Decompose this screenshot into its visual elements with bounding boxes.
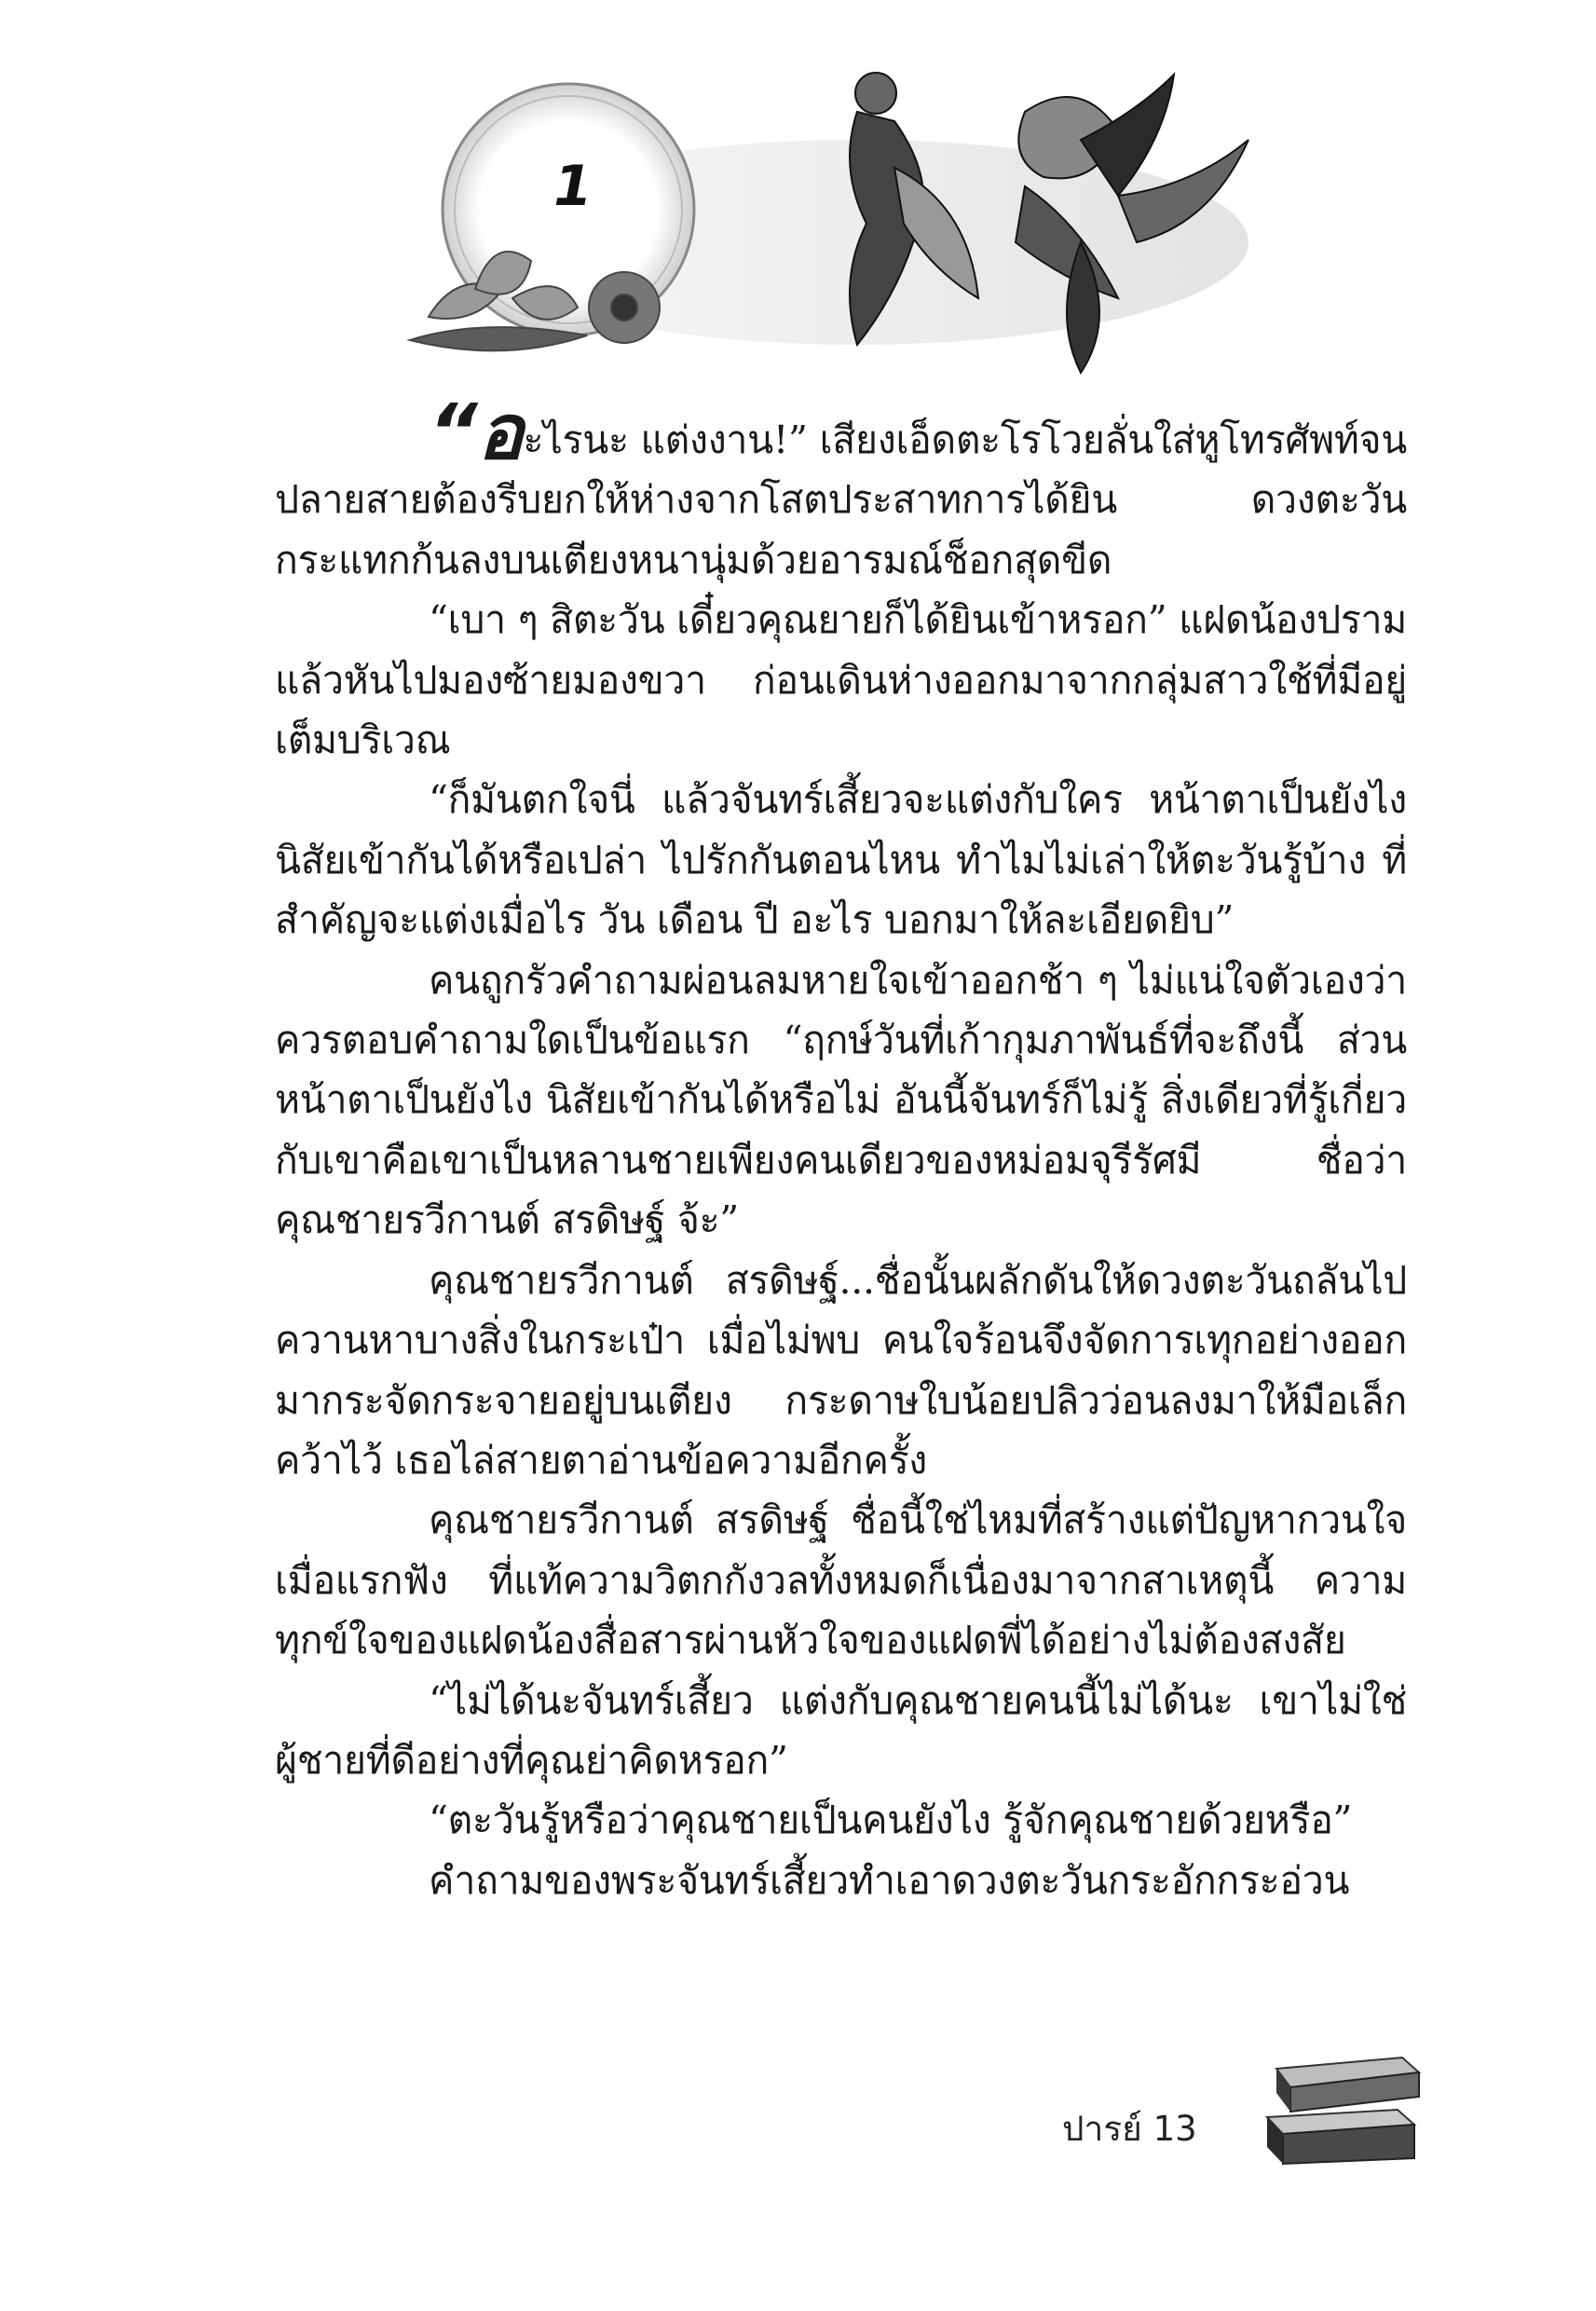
footer-author-page-number: ปารย์ 13	[1062, 2109, 1197, 2149]
paragraph: คุณชายรวีกานต์ สรดิษฐ์...ชื่อนั้นผลักดันให้ดวงตะวันถลันไปควานหาบางสิ่งในกระเป๋า เมื่อไม่พบ คนใจร้อนจึงจัดการเทุกอย่างออกมากระจัดกระจายอยู่บนเตียง กระดาษใบน้อยปลิวว่อนลงมาให้มือเล็กคว้าไว้ เธอไล่สายตาอ่านข้อความอีกครั้ง	[275, 1257, 1407, 1483]
paragraph: “เบา ๆ สิตะวัน เดี๋ยวคุณยายก็ได้ยินเข้าหรอก” แฝดน้องปรามแล้วหันไปมองซ้ายมองขวา ก่อนเดินห่างออกมาจากกลุ่มสาวใช้ที่มีอยู่เต็มบริเวณ	[275, 597, 1407, 763]
paragraph: คนถูกรัวคำถามผ่อนลมหายใจเข้าออกช้า ๆ ไม่แน่ใจตัวเองว่าควรตอบคำถามใดเป็นข้อแรก “ฤกษ์วันที่เก้ากุมภาพันธ์ที่จะถึงนี้ ส่วนหน้าตาเป็นยังไง นิสัยเข้ากันได้หรือไม่ อันนี้จันทร์ก็ไม่รู้ สิ่งเดียวที่รู้เกี่ยวกับเขาคือเขาเป็นหลานชายเพียงคนเดียวของหม่อมจุรีรัศมี ชื่อว่าคุณชายรวีกานต์ สรดิษฐ์ จ้ะ”	[275, 957, 1407, 1243]
paragraph: คำถามของพระจันทร์เสี้ยวทำเอาดวงตะวันกระอักกระอ่วน	[429, 1857, 1350, 1903]
paragraph: คุณชายรวีกานต์ สรดิษฐ์ ชื่อนี้ใช่ไหมที่สร้างแต่ปัญหากวนใจเมื่อแรกฟัง ที่แท้ความวิตกกังวลทั้งหมดก็เนื่องมาจากสาเหตุนี้ ความทุกข์ใจของแฝดน้องสื่อสารผ่านหัวใจของแฝดพี่ได้อย่างไม่ต้องสงสัย	[275, 1497, 1407, 1663]
drop-cap: “อ	[429, 389, 524, 477]
paragraph-text: ะไรนะ แต่งงาน!” เสียงเอ็ดตะโรโวยลั่นใส่หูโทรศัพท์จนปลายสายต้องรีบยกให้ห่างจากโสตประสาทการได้ยิน ดวงตะวันกระแทกก้นลงบนเตียงหนานุ่มด้วยอารมณ์ช็อกสุดขีด	[275, 417, 1407, 582]
paragraph: “ก็มันตกใจนี่ แล้วจันทร์เสี้ยวจะแต่งกับใคร หน้าตาเป็นยังไง นิสัยเข้ากันได้หรือเปล่า ไปรักกันตอนไหน ทำไมไม่เล่าให้ตะวันรู้บ้าง ที่สำคัญจะแต่งเมื่อไร วัน เดือน ปี อะไร บอกมาให้ละเอียดยิบ”	[275, 777, 1407, 943]
chapter-number: 1	[553, 154, 593, 219]
paragraph: “ตะวันรู้หรือว่าคุณชายเป็นคนยังไง รู้จักคุณชายด้วยหรือ”	[429, 1798, 1353, 1843]
chapter-header-illustration	[373, 56, 1323, 401]
book-stack-icon	[1262, 2050, 1425, 2167]
paragraph	[275, 389, 1407, 590]
paragraph: “ไม่ได้นะจันทร์เสี้ยว แต่งกับคุณชายคนนี้ไม่ได้นะ เขาไม่ใช่ผู้ชายที่ดีอย่างที่คุณย่าคิดหรอก”	[275, 1677, 1407, 1783]
chapter-body	[275, 389, 1407, 1910]
